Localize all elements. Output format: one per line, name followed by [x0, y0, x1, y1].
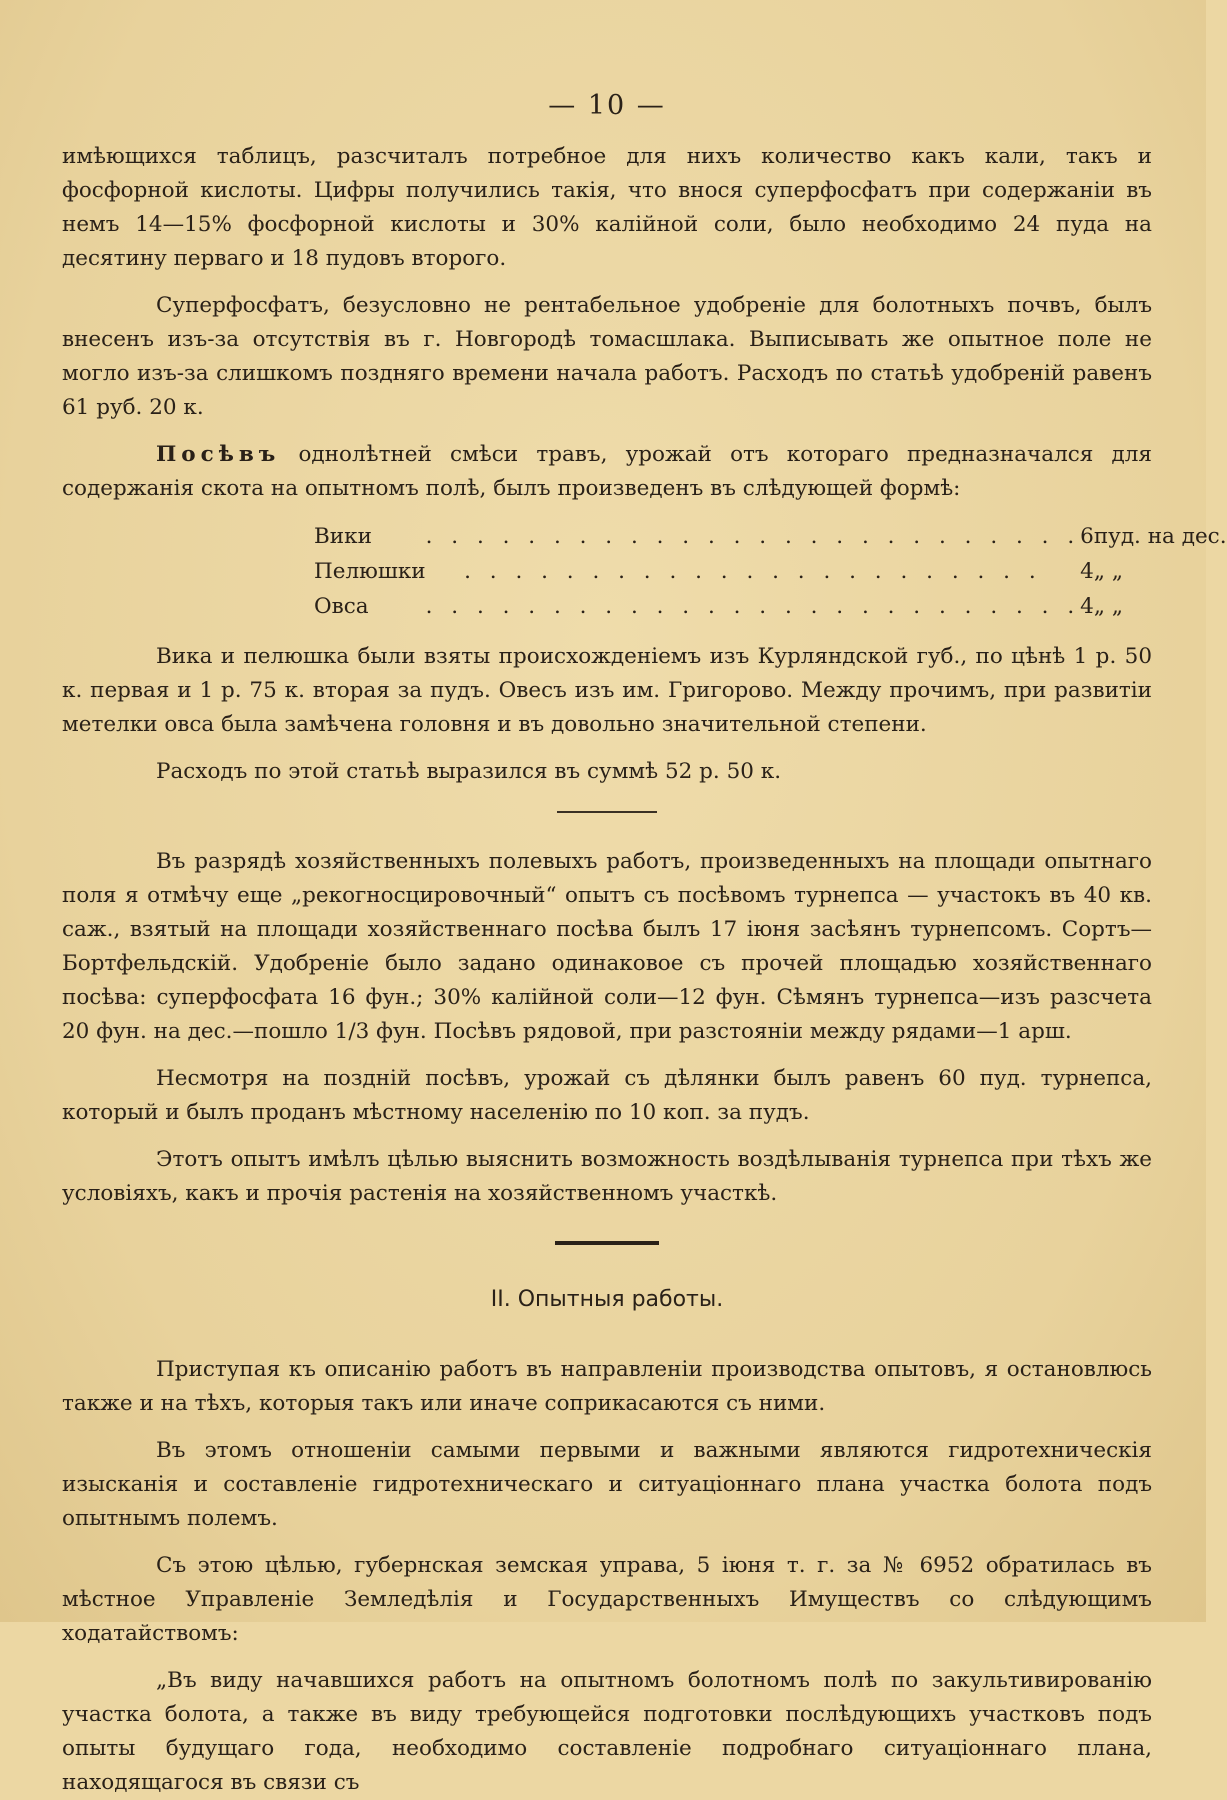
seed-unit: пуд. на дес.: [1093, 523, 1227, 549]
section-title: II. Опытныя работы.: [490, 1287, 724, 1312]
table-row: [314, 554, 1227, 589]
seed-name: Пелюшки: [314, 558, 426, 584]
page-number: — 10 —: [548, 90, 666, 121]
table-row: [314, 589, 1227, 624]
leader-dots: . . . . . . . . . . . . . . . . . . . . . . . . . .: [425, 593, 1081, 619]
seed-quantity: 4: [1080, 558, 1094, 584]
seed-name: Овса: [314, 593, 369, 619]
paragraph-seed-cost: Расходъ по этой статьѣ выразился въ суммѣ 52 р. 50 к.: [156, 759, 782, 784]
sowing-intro: [62, 438, 1152, 506]
paragraph-petition-quote: „Въ виду начавшихся работъ на опытномъ болотномъ полѣ по закультивированію участка болота, а также въ виду требующейся подготовки послѣдующихъ участковъ подъ опыты будущаго года, необходимо составленіе подробнаго ситуаціоннаго плана, находящагося въ связи съ: [62, 1668, 1152, 1795]
sowing-lead-word: Посѣвъ: [156, 442, 281, 467]
seed-unit: „ „: [1093, 593, 1123, 619]
paragraph-turnip-experiment: Въ разрядѣ хозяйственныхъ полевыхъ работъ, произведенныхъ на площади опытнаго поля я отмѣчу еще „рекогносцировочный“ опытъ съ посѣвомъ турнепса — участокъ въ 40 кв. саж., взятый на площади хозяйственнаго посѣва былъ 17 іюня засѣянъ турнепсомъ. Сортъ—Бортфельдскій. Удобреніе было задано одинаковое съ прочей площадью хозяйственнаго посѣва: суперфосфата 16 фун.; 30% калійной соли—12 фун. Сѣмянъ турнепса—изъ разсчета 20 фун. на дес.—пошло 1/3 фун. Посѣвъ рядовой, при разстояніи между рядами—1 арш.: [62, 849, 1152, 1044]
sowing-intro-text: однолѣтней смѣси травъ, урожай отъ котораго предназначался для содержанія скота на опытномъ полѣ, былъ произведенъ въ слѣдующей формѣ:: [62, 442, 1152, 501]
leader-dots: . . . . . . . . . . . . . . . . . . . . . . .: [425, 558, 1042, 584]
table-row: [314, 519, 1227, 554]
divider-section: [555, 1241, 659, 1245]
seed-quantity: 6: [1080, 523, 1094, 549]
body-text: [62, 140, 1227, 1800]
paragraph-zemstvo-request: Съ этою цѣлью, губернская земская управа, 5 іюня т. г. за № 6952 обратилась въ мѣстное Управленіе Земледѣлія и Государственныхъ Имуществъ со слѣдующимъ ходатайствомъ:: [62, 1553, 1152, 1646]
seed-quantity: 4: [1080, 593, 1094, 619]
paragraph-fertilizer-calc: имѣющихся таблицъ, разсчиталъ потребное для нихъ количество какъ кали, такъ и фосфорной кислоты. Цифры получились такія, что внося суперфосфатъ при содержаніи въ немъ 14—15% фосфорной кислоты и 30% калійной соли, было необходимо 24 пуда на десятину перваго и 18 пудовъ второго.: [62, 144, 1152, 271]
paragraph-turnip-purpose: Этотъ опытъ имѣлъ цѣлью выяснить возможность воздѣлыванія турнепса при тѣхъ же условіяхъ, какъ и прочія растенія на хозяйственномъ участкѣ.: [62, 1147, 1152, 1206]
seed-rate-table: [314, 519, 1227, 624]
seed-unit: „ „: [1093, 558, 1123, 584]
paragraph-section-intro: Приступая къ описанію работъ въ направленіи производства опытовъ, я остановлюсь также и на тѣхъ, которыя такъ или иначе соприкасаются съ ними.: [62, 1357, 1152, 1416]
paragraph-seed-origin: Вика и пелюшка были взяты происхожденіемъ изъ Курляндской губ., по цѣнѣ 1 р. 50 к. первая и 1 р. 75 к. вторая за пудъ. Овесъ изъ им. Григорово. Между прочимъ, при развитіи метелки овса была замѣчена головня и въ довольно значительной степени.: [62, 644, 1152, 737]
leader-dots: . . . . . . . . . . . . . . . . . . . . . . . . . .: [425, 523, 1081, 549]
divider-short: [557, 811, 657, 813]
seed-name: Вики: [314, 523, 372, 549]
paragraph-turnip-yield: Несмотря на поздній посѣвъ, урожай съ дѣлянки былъ равенъ 60 пуд. турнепса, который и былъ проданъ мѣстному населенію по 10 коп. за пудъ.: [62, 1066, 1152, 1125]
paragraph-hydro-surveys: Въ этомъ отношеніи самыми первыми и важными являются гидротехническія изысканія и составленіе гидротехническаго и ситуаціоннаго плана участка болота подъ опытнымъ полемъ.: [62, 1438, 1152, 1531]
paragraph-superphosphate: Суперфосфатъ, безусловно не рентабельное удобреніе для болотныхъ почвъ, былъ внесенъ изъ-за отсутствія въ г. Новгородѣ томасшлака. Выписывать же опытное поле не могло изъ-за слишкомъ поздняго времени начала работъ. Расходъ по статьѣ удобреній равенъ 61 руб. 20 к.: [62, 293, 1152, 420]
sowing-block: [62, 438, 1227, 624]
